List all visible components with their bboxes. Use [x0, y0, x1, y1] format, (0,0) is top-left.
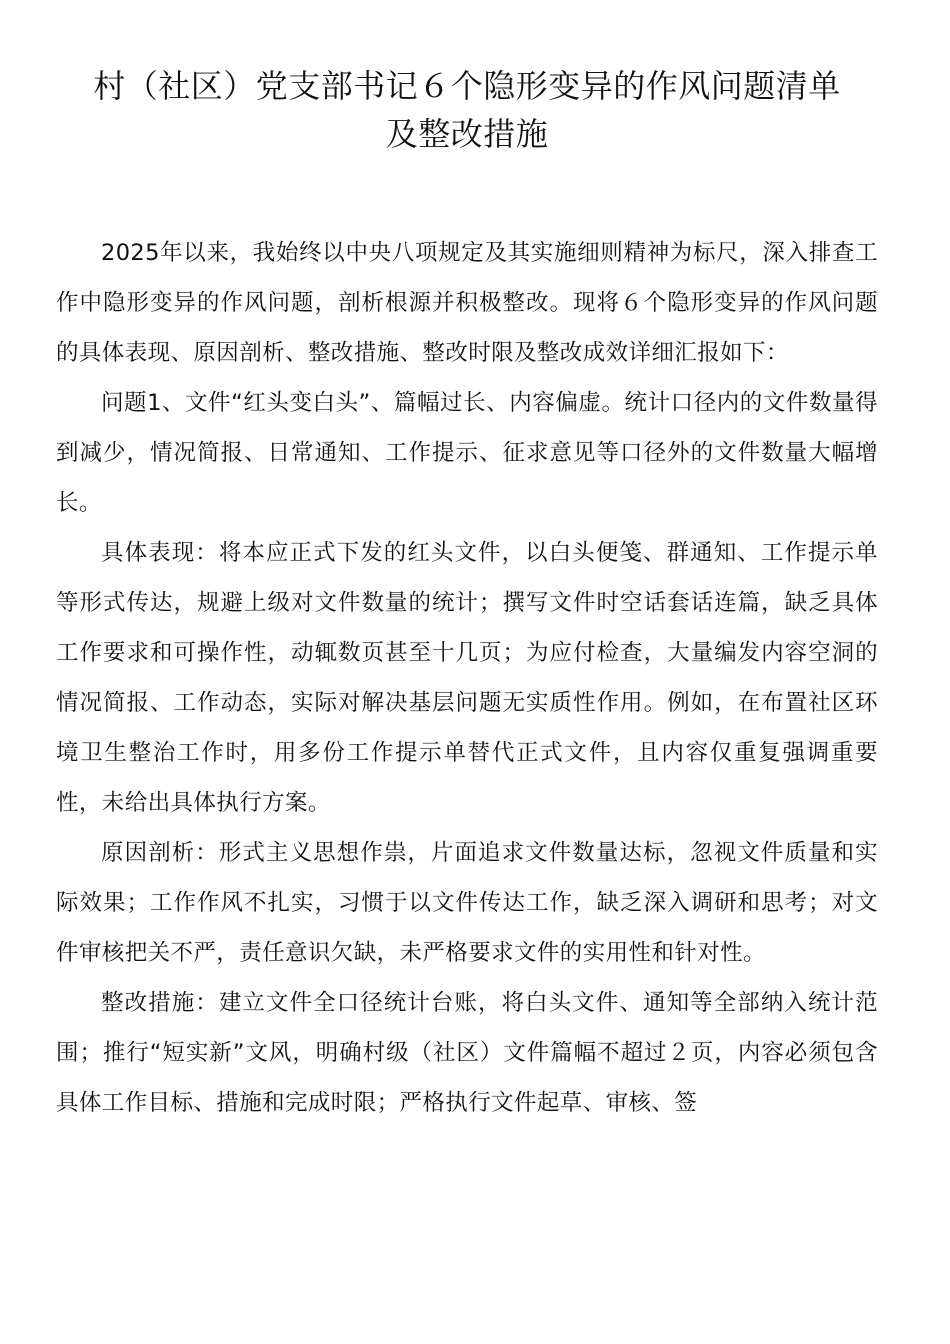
paragraph-manifestation: 具体表现：将本应正式下发的红头文件，以白头便笺、群通知、工作提示单等形式传达，规避上级对文件数量的统计；撰写文件时空话套话连篇，缺乏具体工作要求和可操作性，动辄数页甚至十几页；为应付检查，大量编发内容空洞的情况简报、工作动态，实际对解决基层问题无实质性作用。例如，在布置社区环境卫生整治工作时，用多份工作提示单替代正式文件，且内容仅重复强调重要性，未给出具体执行方案。 — [56, 540, 878, 816]
paragraph-rectification: 整改措施：建立文件全口径统计台账，将白头文件、通知等全部纳入统计范围；推行“短实新”文风，明确村级（社区）文件篇幅不超过２页，内容必须包含具体工作目标、措施和完成时限；严格执行文件起草、审核、签 — [56, 990, 878, 1116]
paragraph-intro: 2025年以来，我始终以中央八项规定及其实施细则精神为标尺，深入排查工作中隐形变异的作风问题，剖析根源并积极整改。现将６个隐形变异的作风问题的具体表现、原因剖析、整改措施、整改时限及整改成效详细汇报如下： — [56, 240, 878, 366]
document-body — [56, 228, 878, 1128]
document-title — [56, 62, 878, 158]
title-line-1: 村（社区）党支部书记６个隐形变异的作风问题清单 — [93, 67, 841, 105]
paragraph-cause-analysis: 原因剖析：形式主义思想作祟，片面追求文件数量达标，忽视文件质量和实际效果；工作作风不扎实，习惯于以文件传达工作，缺乏深入调研和思考；对文件审核把关不严，责任意识欠缺，未严格要求文件的实用性和针对性。 — [56, 840, 878, 966]
title-line-2: 及整改措施 — [385, 115, 549, 153]
paragraph-problem-1: 问题1、文件“红头变白头”、篇幅过长、内容偏虚。统计口径内的文件数量得到减少，情况简报、日常通知、工作提示、征求意见等口径外的文件数量大幅增长。 — [56, 390, 878, 516]
